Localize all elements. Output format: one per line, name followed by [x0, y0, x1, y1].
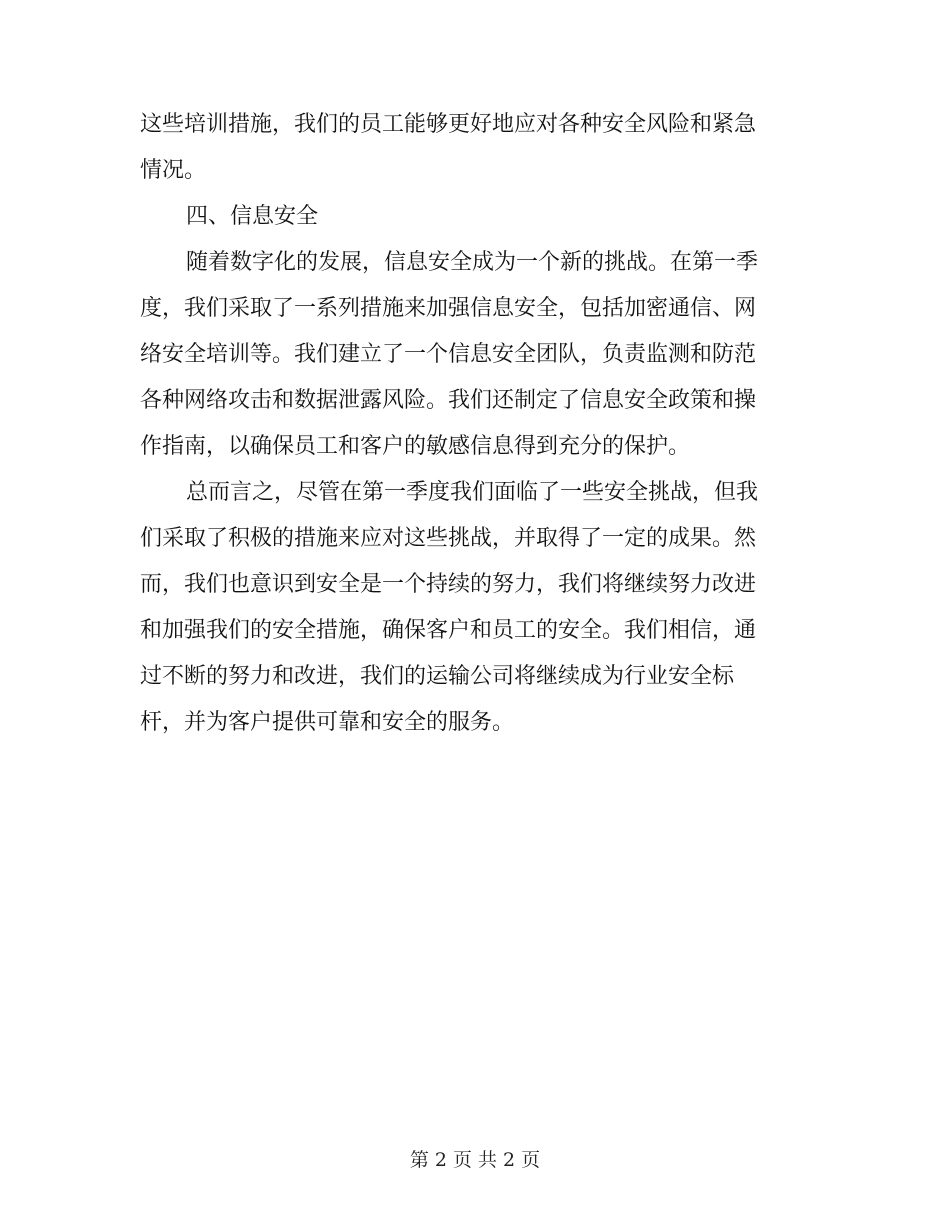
text-line: 随着数字化的发展，信息安全成为一个新的挑战。在第一季	[186, 250, 759, 275]
text-line: 总而言之，尽管在第一季度我们面临了一些安全挑战，但我	[186, 480, 759, 505]
text-line: 这些培训措施，我们的员工能够更好地应对各种安全风险和紧急	[140, 112, 757, 137]
paragraph-training-end	[140, 102, 800, 194]
section-heading-info-security	[140, 194, 800, 240]
text-line: 和加强我们的安全措施，确保客户和员工的安全。我们相信，通	[140, 618, 757, 643]
text-line: 过不断的努力和改进，我们的运输公司将继续成为行业安全标	[140, 664, 735, 689]
section-heading: 四、信息安全	[186, 204, 319, 229]
text-line: 作指南，以确保员工和客户的敏感信息得到充分的保护。	[140, 434, 691, 459]
page-number: 第 2 页 共 2 页	[409, 1149, 541, 1171]
text-line: 各种网络攻击和数据泄露风险。我们还制定了信息安全政策和操	[140, 388, 757, 413]
text-line: 而，我们也意识到安全是一个持续的努力，我们将继续努力改进	[140, 572, 757, 597]
paragraph-conclusion	[140, 470, 800, 746]
text-line: 度，我们采取了一系列措施来加强信息安全，包括加密通信、网	[140, 296, 757, 321]
text-line: 杆，并为客户提供可靠和安全的服务。	[140, 710, 515, 735]
page-footer	[0, 1145, 950, 1175]
text-line: 情况。	[140, 158, 207, 183]
text-line: 络安全培训等。我们建立了一个信息安全团队，负责监测和防范	[140, 342, 757, 367]
paragraph-info-security	[140, 240, 800, 470]
document-body	[140, 102, 800, 746]
text-line: 们采取了积极的措施来应对这些挑战，并取得了一定的成果。然	[140, 526, 757, 551]
